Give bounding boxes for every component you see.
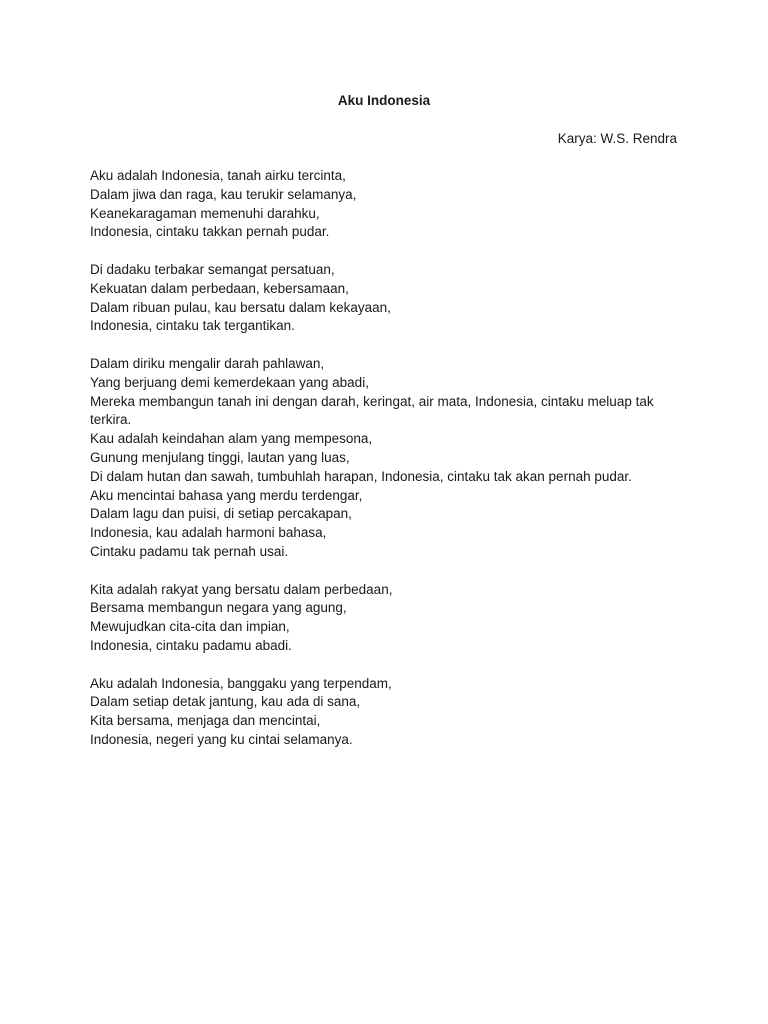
poem-body [90, 167, 680, 769]
poem-title: Aku Indonesia [337, 93, 431, 108]
poem-line: Mewujudkan cita-cita dan impian, [90, 619, 290, 635]
poem-line: Dalam jiwa dan raga, kau terukir selamanya, [90, 186, 357, 202]
poem-line: Indonesia, cintaku takkan pernah pudar. [90, 224, 330, 240]
poem-line: Mereka membangun tanah ini dengan darah, keringat, air mata, Indonesia, cintaku meluap tak terkira. [90, 393, 654, 428]
stanza-3 [90, 355, 680, 562]
poem-line: Kekuatan dalam perbedaan, kebersamaan, [90, 280, 349, 296]
poem-line: Di dadaku terbakar semangat persatuan, [90, 261, 335, 277]
poem-line: Dalam diriku mengalir darah pahlawan, [90, 355, 325, 371]
poem-line: Dalam setiap detak jantung, kau ada di sana, [90, 694, 361, 710]
poem-line: Di dalam hutan dan sawah, tumbuhlah harapan, Indonesia, cintaku tak akan pernah pudar. [90, 468, 632, 484]
poem-line: Dalam ribuan pulau, kau bersatu dalam kekayaan, [90, 299, 391, 315]
poem-line: Keanekaragaman memenuhi darahku, [90, 205, 320, 221]
poem-line: Aku adalah Indonesia, banggaku yang terpendam, [90, 675, 392, 691]
poem-line: Dalam lagu dan puisi, di setiap percakapan, [90, 506, 352, 522]
poem-line: Aku adalah Indonesia, tanah airku tercinta, [90, 168, 346, 183]
stanza-1 [90, 167, 680, 242]
poem-line: Indonesia, cintaku padamu abadi. [90, 637, 292, 653]
poem-line: Indonesia, negeri yang ku cintai selamanya. [90, 731, 353, 747]
stanza-5 [90, 675, 680, 750]
stanza-4 [90, 581, 680, 656]
poem-line: Indonesia, kau adalah harmoni bahasa, [90, 525, 327, 541]
poem-line: Kau adalah keindahan alam yang mempesona, [90, 431, 373, 447]
stanza-2 [90, 261, 680, 336]
poem-line: Kita adalah rakyat yang bersatu dalam perbedaan, [90, 581, 393, 597]
poem-line: Yang berjuang demi kemerdekaan yang abadi, [90, 374, 369, 390]
poem-line: Cintaku padamu tak pernah usai. [90, 543, 289, 559]
poem-line: Indonesia, cintaku tak tergantikan. [90, 318, 295, 334]
poem-line: Aku mencintai bahasa yang merdu terdengar, [90, 487, 363, 503]
poem-line: Gunung menjulang tinggi, lautan yang luas, [90, 449, 350, 465]
poem-line: Bersama membangun negara yang agung, [90, 600, 347, 616]
poem-author: Karya: W.S. Rendra [557, 131, 677, 146]
poem-line: Kita bersama, menjaga dan mencintai, [90, 713, 321, 729]
